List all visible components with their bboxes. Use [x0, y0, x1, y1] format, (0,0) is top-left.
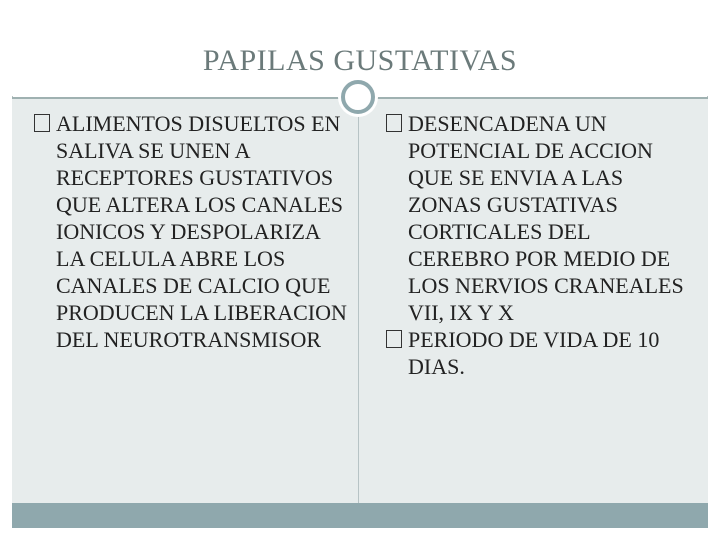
slide-title: PAPILAS GUSTATIVAS: [202, 44, 518, 77]
list-item-text: DESENCADENA UN POTENCIAL DE ACCION QUE SE ENVIA A LAS ZONAS GUSTATIVAS CORTICALES DEL CEREBRO POR MEDIO DE LOS NERVIOS CRANEALES VII, IX Y X: [408, 111, 684, 325]
square-bullet-icon: [386, 114, 402, 132]
square-bullet-icon: [34, 114, 50, 132]
list-item: [386, 110, 696, 326]
right-bullet-list: [386, 110, 696, 380]
column-divider: [358, 99, 359, 503]
list-item-text: PERIODO DE VIDA DE 10 DIAS.: [408, 327, 660, 379]
list-item-text: ALIMENTOS DISUELTOS EN SALIVA SE UNEN A RECEPTORES GUSTATIVOS QUE ALTERA LOS CANALES IONICOS Y DESPOLARIZA LA CELULA ABRE LOS CANALES DE CALCIO QUE PRODUCEN LA LIBERACION DEL NEUROTRANSMISOR: [56, 111, 347, 352]
circle-ornament-icon: [341, 80, 375, 114]
list-item: [386, 326, 696, 380]
square-bullet-icon: [386, 330, 402, 348]
left-bullet-list: [34, 110, 352, 353]
list-item: [34, 110, 352, 353]
footer-bar: [12, 503, 708, 528]
